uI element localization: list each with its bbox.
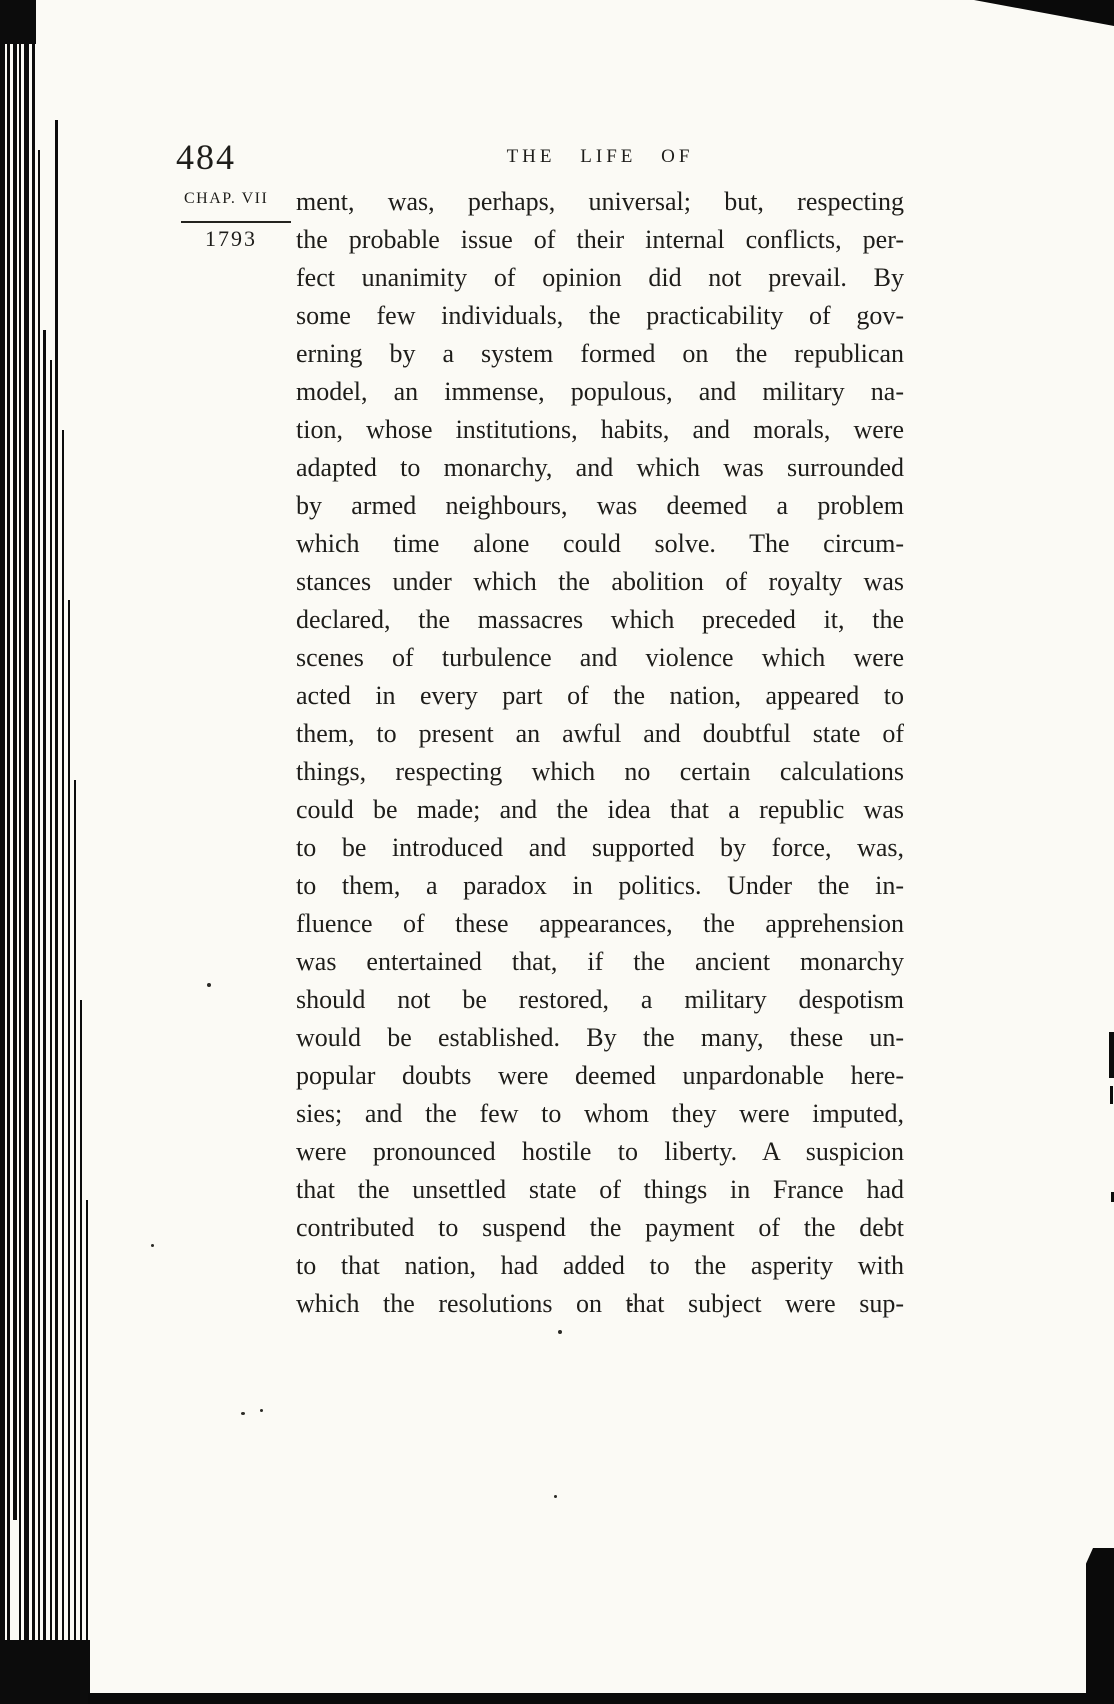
body-text-line: fluence of these appearances, the apprehension	[296, 909, 904, 938]
right-edge-mark	[1109, 1032, 1114, 1078]
body-text-line: to be introduced and supported by force, was,	[296, 833, 904, 862]
scan-speck	[558, 1330, 562, 1334]
body-text-line: could be made; and the idea that a republic was	[296, 795, 904, 824]
binding-blob-bottom	[0, 1640, 90, 1704]
binding-streak	[50, 360, 52, 1704]
binding-streak	[32, 0, 35, 1704]
body-text-line: stances under which the abolition of royalty was	[296, 567, 904, 596]
body-text-line: acted in every part of the nation, appeared to	[296, 681, 904, 710]
binding-streak	[86, 1200, 88, 1704]
margin-year-label: 1793	[205, 226, 257, 251]
body-text-line: contributed to suspend the payment of the debt	[296, 1213, 904, 1242]
body-text-line: fect unanimity of opinion did not prevail. By	[296, 263, 904, 292]
body-text-line: to that nation, had added to the asperity with	[296, 1251, 904, 1280]
body-text-line: model, an immense, populous, and military na-	[296, 377, 904, 406]
scan-bottom-strip	[88, 1693, 1114, 1704]
body-text-line: things, respecting which no certain calculations	[296, 757, 904, 786]
binding-streak	[62, 430, 64, 1704]
body-text-line: sies; and the few to whom they were imputed,	[296, 1099, 904, 1128]
body-text-line: that the unsettled state of things in France had	[296, 1175, 904, 1204]
body-text-line: scenes of turbulence and violence which were	[296, 643, 904, 672]
scan-bottom-right-bar	[1086, 1548, 1114, 1704]
body-text-line: should not be restored, a military despotism	[296, 985, 904, 1014]
scan-speck	[151, 1244, 154, 1247]
binding-streak	[0, 0, 5, 1704]
binding-streak	[19, 40, 21, 1704]
binding-streak	[24, 0, 29, 1704]
binding-streak	[13, 0, 17, 1520]
binding-blob-top	[0, 0, 36, 44]
margin-rule	[181, 221, 291, 223]
body-text-line: by armed neighbours, was deemed a problem	[296, 491, 904, 520]
scan-speck	[207, 983, 211, 987]
body-text-line: would be established. By the many, these un-	[296, 1023, 904, 1052]
right-edge-mark	[1110, 1086, 1113, 1104]
scan-speck	[260, 1409, 263, 1412]
body-text-line: some few individuals, the practicability of gov-	[296, 301, 904, 330]
body-text-line: which the resolutions on that subject were sup-	[296, 1289, 904, 1318]
running-header: THE LIFE OF	[506, 146, 694, 167]
body-text-line: tion, whose institutions, habits, and morals, were	[296, 415, 904, 444]
body-text-line: to them, a paradox in politics. Under the in-	[296, 871, 904, 900]
scan-speck	[554, 1495, 557, 1498]
body-text-line: which time alone could solve. The circum-	[296, 529, 904, 558]
binding-streak	[80, 1000, 82, 1704]
body-text-line: ment, was, perhaps, universal; but, respecting	[296, 187, 904, 216]
body-text-line: were pronounced hostile to liberty. A suspicion	[296, 1137, 904, 1166]
page-number: 484	[176, 137, 236, 177]
scan-corner-wedge	[974, 0, 1114, 26]
body-text-line: popular doubts were deemed unpardonable here-	[296, 1061, 904, 1090]
margin-chapter-label: CHAP. VII	[184, 190, 269, 207]
body-text-line: them, to present an awful and doubtful state of	[296, 719, 904, 748]
binding-streak	[7, 0, 10, 1704]
body-text-line: declared, the massacres which preceded it, the	[296, 605, 904, 634]
binding-streak	[43, 330, 46, 1704]
body-text-block	[296, 183, 904, 1323]
body-text-line: erning by a system formed on the republican	[296, 339, 904, 368]
scan-speck	[241, 1412, 245, 1415]
body-text-line: adapted to monarchy, and which was surrounded	[296, 453, 904, 482]
body-text-line: was entertained that, if the ancient monarchy	[296, 947, 904, 976]
binding-streak	[55, 120, 58, 1704]
binding-streak	[68, 600, 70, 1704]
binding-streak	[74, 780, 76, 1704]
binding-streak	[38, 150, 40, 1704]
body-text-line: the probable issue of their internal conflicts, per-	[296, 225, 904, 254]
